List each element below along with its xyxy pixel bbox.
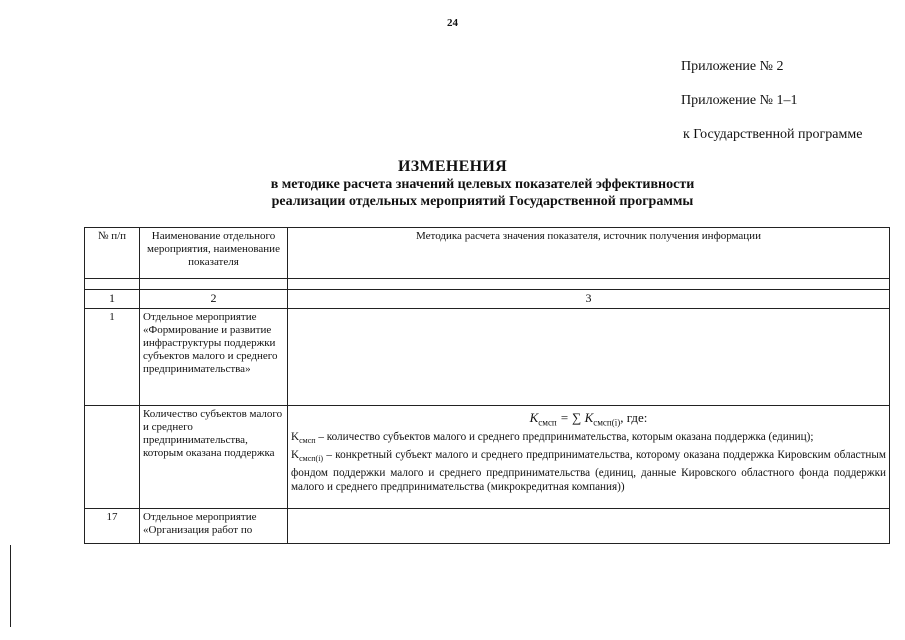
document-title: ИЗМЕНЕНИЯ: [398, 158, 507, 175]
header-name: Наименование отдельного мероприятия, наименование показателя: [140, 228, 288, 279]
formula-description-2: $K_{смсп(i)}$ – конкретный субъект малого и среднего предпринимательства, которому оказана поддержка Кировским областным фондом поддержки малого и среднего предпринимательства (единиц, данные Кировского областного фонда поддержки малого и среднего предпринимательства (микрокредитная компания)): [291, 448, 886, 494]
row-method: [288, 509, 890, 544]
row-name: Отдельное мероприятие «Организация работ по: [140, 509, 288, 544]
row-method: [288, 406, 890, 509]
column-number-2: 2: [140, 290, 288, 309]
document-subtitle-1: в методике расчета значений целевых показателей эффективности: [270, 177, 695, 192]
formula-description-1: $K_{смсп}$ – количество субъектов малого и среднего предпринимательства, которым оказана поддержка (единиц);: [291, 430, 814, 445]
row-number: 1: [85, 309, 140, 406]
column-number-row: [85, 290, 890, 309]
page-number: 24: [447, 17, 458, 29]
appendix-label-3: к Государственной программе: [683, 127, 863, 142]
table-header-row: [85, 228, 890, 279]
formula: $K_{смсп}$ = ∑ $K_{смсп(i)}$, где:: [529, 410, 648, 428]
table-row: [85, 309, 890, 406]
scan-edge-line: [10, 545, 11, 627]
row-name: Количество субъектов малого и среднего предпринимательства, которым оказана поддержка: [140, 406, 288, 509]
row-method: [288, 309, 890, 406]
column-number-1: 1: [85, 290, 140, 309]
methodology-table: [84, 227, 890, 544]
column-number-3: 3: [288, 290, 890, 309]
appendix-label-2: Приложение № 1–1: [681, 93, 798, 108]
row-name: Отдельное мероприятие «Формирование и развитие инфраструктуры поддержки субъектов малого и среднего предпринимательства»: [140, 309, 288, 406]
appendix-label-1: Приложение № 2: [681, 59, 784, 74]
table-gap-row: [85, 279, 890, 290]
row-number: 17: [85, 509, 140, 544]
header-number: № п/п: [85, 228, 140, 279]
header-method: Методика расчета значения показателя, источник получения информации: [288, 228, 890, 279]
row-number: [85, 406, 140, 509]
table-row: [85, 509, 890, 544]
document-subtitle-2: реализации отдельных мероприятий Государственной программы: [271, 194, 694, 209]
table-row: [85, 406, 890, 509]
